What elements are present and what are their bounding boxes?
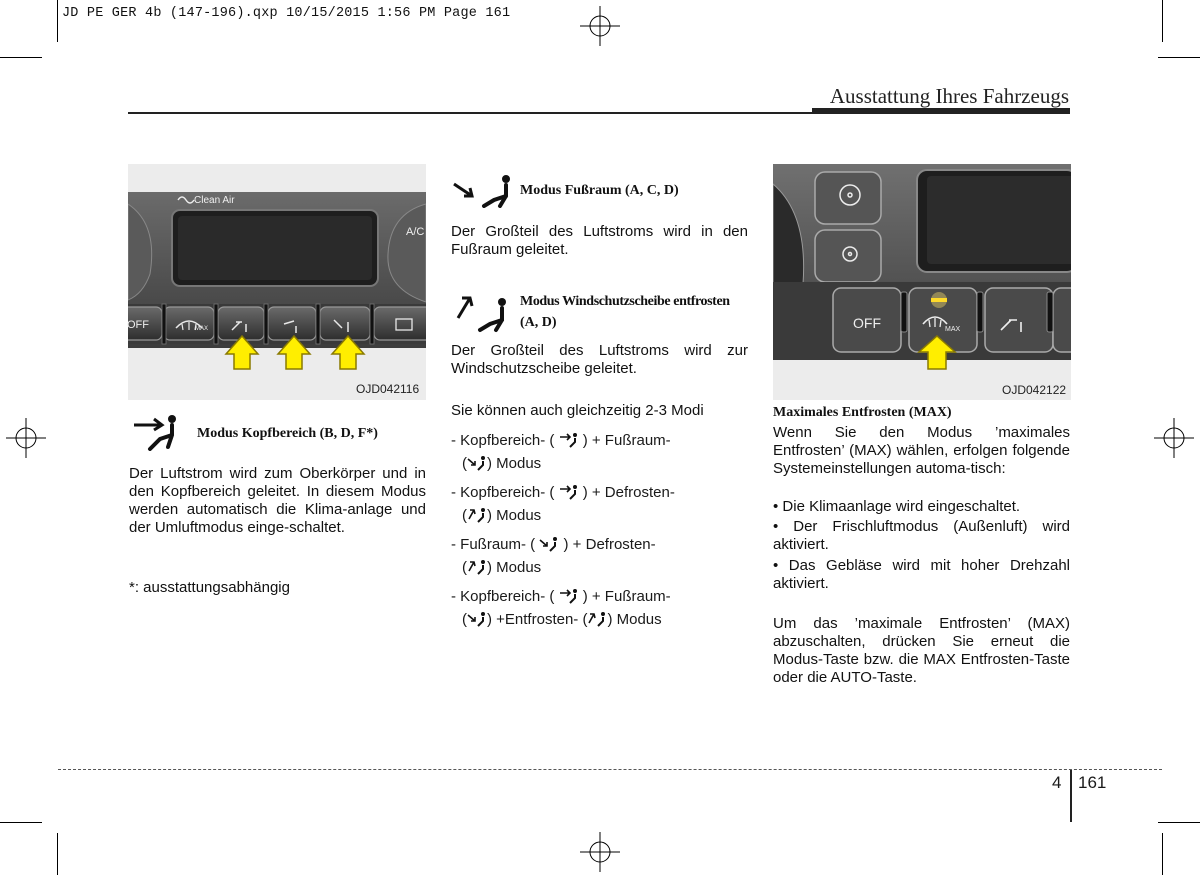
ac-button-label: A/C <box>406 226 425 238</box>
combo-item-cont: ( ) +Entfrosten- ( ) Modus <box>462 611 662 628</box>
crop-mark <box>0 822 42 823</box>
floor-mode-paragraph: Der Großteil des Luftstroms wird in den Fußraum geleitet. <box>451 223 748 258</box>
floor-icon <box>467 455 487 471</box>
combo-intro: Sie können auch gleichzeitig 2-3 Modi <box>451 402 704 419</box>
bullet-item: • Der Frischluftmodus (Außenluft) wird aktiviert. <box>773 518 1070 553</box>
crop-mark <box>1158 57 1200 58</box>
footer-rule <box>58 769 1162 770</box>
clean-air-label: Clean Air <box>194 195 235 206</box>
combo-item-cont: ( ) Modus <box>462 559 542 576</box>
combo-item-cont: ( ) Modus <box>462 455 542 472</box>
head-icon <box>559 484 579 500</box>
combo-text: ) Modus <box>487 455 542 472</box>
windshield-mode-heading-line2: (A, D) <box>520 315 557 330</box>
registration-mark-right <box>1154 418 1194 458</box>
chapter-number: 4 <box>1052 773 1062 792</box>
bullet-item: • Die Klimaanlage wird eingeschaltet. <box>773 498 1021 515</box>
combo-item <box>451 536 656 554</box>
defrost-icon <box>587 611 607 627</box>
registration-mark-bottom <box>580 832 620 872</box>
combo-item-cont: ( ) Modus <box>462 507 542 524</box>
crop-mark <box>1158 822 1200 823</box>
registration-mark-left <box>6 418 46 458</box>
combo-text: ) + Defrosten- <box>582 484 675 501</box>
max-defrost-heading: Maximales Entfrosten (MAX) <box>773 405 952 420</box>
registration-mark-top <box>580 6 620 46</box>
combo-text: - Fußraum- ( <box>451 536 536 553</box>
page-number-divider <box>1070 770 1072 822</box>
crop-mark <box>57 833 58 875</box>
combo-text: ) + Fußraum- <box>582 588 671 605</box>
windshield-mode-heading-line1: Modus Windschutzscheibe entfrosten <box>520 294 730 309</box>
figure-code: OJD042122 <box>1002 383 1067 397</box>
floor-mode-icon <box>452 174 514 208</box>
defrost-icon <box>467 559 487 575</box>
windshield-mode-paragraph: Der Großteil des Luftstroms wird zur Windschutzscheibe geleitet. <box>451 342 748 377</box>
combo-text: - Kopfbereich- ( <box>451 432 555 449</box>
combo-text: ) Modus <box>487 507 542 524</box>
combo-text: ) +Entfrosten- ( <box>487 611 588 628</box>
max-label: MAX <box>945 326 961 333</box>
running-head: Ausstattung Ihres Fahrzeugs <box>829 84 1069 108</box>
crop-mark <box>1162 833 1163 875</box>
combo-item <box>451 588 671 606</box>
combo-text: - Kopfbereich- ( <box>451 588 555 605</box>
figure-left <box>128 164 426 400</box>
combo-text: - Kopfbereich- ( <box>451 484 555 501</box>
crop-mark <box>0 57 42 58</box>
defrost-icon <box>467 507 487 523</box>
crop-mark <box>1162 0 1163 42</box>
head-icon <box>559 588 579 604</box>
floor-icon <box>539 536 559 552</box>
combo-text: ) + Defrosten- <box>563 536 656 553</box>
combo-text: ) Modus <box>607 611 662 628</box>
footnote: *: ausstattungsabhängig <box>129 579 290 596</box>
combo-text: ) Modus <box>487 559 542 576</box>
floor-icon <box>467 611 487 627</box>
max-defrost-off-paragraph: Um das ’maximale Entfrosten’ (MAX) abzuschalten, drücken Sie erneut die Modus-Taste bzw. die MAX Entfrosten-Taste oder die AUTO-Taste. <box>773 615 1070 686</box>
combo-item <box>451 432 671 450</box>
crop-mark <box>57 0 58 42</box>
climate-panel-max-illustration <box>773 164 1071 400</box>
page-number: 161 <box>1078 773 1107 792</box>
figure-code: OJD042116 <box>356 382 420 396</box>
figure-right <box>773 164 1071 400</box>
bullet-item: • Das Gebläse wird mit hoher Drehzahl aktiviert. <box>773 557 1070 592</box>
off-button-label: OFF <box>853 315 881 331</box>
head-icon <box>559 432 579 448</box>
windshield-mode-icon <box>452 290 512 334</box>
print-slug: JD PE GER 4b (147-196).qxp 10/15/2015 1:56 PM Page 161 <box>62 6 511 21</box>
off-button-label: OFF <box>127 319 149 331</box>
header-rule-thick <box>812 108 1070 114</box>
max-label: MAX <box>195 326 209 332</box>
head-mode-icon <box>132 413 180 451</box>
head-mode-paragraph: Der Luftstrom wird zum Oberkörper und in den Kopfbereich geleitet. In diesem Modus werden automatisch die Klima-anlage und der Umluftmodus einge-schaltet. <box>129 465 426 536</box>
combo-item <box>451 484 675 502</box>
head-mode-heading: Modus Kopfbereich (B, D, F*) <box>197 426 378 441</box>
max-defrost-paragraph: Wenn Sie den Modus ’maximales Entfrosten’ (MAX) wählen, erfolgen folgende Systemeinstellungen automa-tisch: <box>773 424 1070 477</box>
climate-panel-illustration <box>128 164 426 400</box>
floor-mode-heading: Modus Fußraum (A, C, D) <box>520 183 679 198</box>
combo-text: ) + Fußraum- <box>582 432 671 449</box>
